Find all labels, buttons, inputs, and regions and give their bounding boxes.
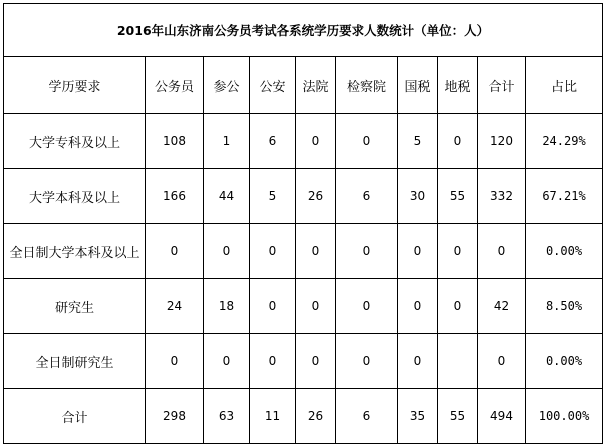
count-cell: 494 <box>478 389 526 444</box>
count-cell: 42 <box>478 279 526 334</box>
table-row <box>4 224 603 279</box>
count-cell: 0 <box>336 114 398 169</box>
count-cell: 0 <box>398 279 438 334</box>
count-cell: 0 <box>146 334 204 389</box>
header-cell: 检察院 <box>336 57 398 114</box>
count-cell: 0 <box>204 334 250 389</box>
row-label: 全日制大学本科及以上 <box>4 224 146 279</box>
count-cell: 30 <box>398 169 438 224</box>
header-cell: 学历要求 <box>4 57 146 114</box>
count-cell: 44 <box>204 169 250 224</box>
percentage-cell: 0.00% <box>526 334 603 389</box>
count-cell: 0 <box>146 224 204 279</box>
count-cell: 0 <box>296 279 336 334</box>
count-cell: 0 <box>250 224 296 279</box>
count-cell: 55 <box>438 169 478 224</box>
count-cell: 5 <box>398 114 438 169</box>
header-cell: 合计 <box>478 57 526 114</box>
count-cell: 24 <box>146 279 204 334</box>
row-label: 大学专科及以上 <box>4 114 146 169</box>
count-cell: 0 <box>204 224 250 279</box>
percentage-cell: 0.00% <box>526 224 603 279</box>
count-cell: 0 <box>296 114 336 169</box>
row-label: 研究生 <box>4 279 146 334</box>
count-cell: 0 <box>250 334 296 389</box>
count-cell: 0 <box>296 224 336 279</box>
count-cell: 0 <box>438 114 478 169</box>
count-cell: 1 <box>204 114 250 169</box>
count-cell: 0 <box>336 279 398 334</box>
percentage-cell: 100.00% <box>526 389 603 444</box>
table-row <box>4 169 603 224</box>
education-statistics-table <box>3 3 603 444</box>
table-row <box>4 334 603 389</box>
count-cell: 6 <box>336 389 398 444</box>
count-cell: 0 <box>438 224 478 279</box>
count-cell: 0 <box>478 334 526 389</box>
row-label: 大学本科及以上 <box>4 169 146 224</box>
row-label: 合计 <box>4 389 146 444</box>
count-cell: 6 <box>336 169 398 224</box>
count-cell: 332 <box>478 169 526 224</box>
row-label: 全日制研究生 <box>4 334 146 389</box>
count-cell: 0 <box>398 224 438 279</box>
count-cell: 0 <box>336 224 398 279</box>
count-cell: 166 <box>146 169 204 224</box>
count-cell: 11 <box>250 389 296 444</box>
count-cell: 108 <box>146 114 204 169</box>
header-cell: 公安 <box>250 57 296 114</box>
header-cell: 公务员 <box>146 57 204 114</box>
count-cell: 18 <box>204 279 250 334</box>
count-cell: 0 <box>438 279 478 334</box>
count-cell: 63 <box>204 389 250 444</box>
count-cell: 120 <box>478 114 526 169</box>
header-cell: 参公 <box>204 57 250 114</box>
count-cell: 0 <box>398 334 438 389</box>
count-cell: 0 <box>250 279 296 334</box>
count-cell: 55 <box>438 389 478 444</box>
percentage-cell: 8.50% <box>526 279 603 334</box>
count-cell: 0 <box>336 334 398 389</box>
table-row <box>4 114 603 169</box>
table-row <box>4 279 603 334</box>
table-row <box>4 389 603 444</box>
percentage-cell: 67.21% <box>526 169 603 224</box>
count-cell: 26 <box>296 169 336 224</box>
table-title: 2016年山东济南公务员考试各系统学历要求人数统计（单位：人） <box>4 4 603 57</box>
count-cell: 0 <box>478 224 526 279</box>
count-cell: 26 <box>296 389 336 444</box>
percentage-cell: 24.29% <box>526 114 603 169</box>
header-cell: 地税 <box>438 57 478 114</box>
header-cell: 国税 <box>398 57 438 114</box>
header-cell: 法院 <box>296 57 336 114</box>
count-cell: 298 <box>146 389 204 444</box>
count-cell <box>438 334 478 389</box>
count-cell: 0 <box>296 334 336 389</box>
count-cell: 35 <box>398 389 438 444</box>
header-row <box>4 57 603 114</box>
count-cell: 5 <box>250 169 296 224</box>
count-cell: 6 <box>250 114 296 169</box>
header-cell: 占比 <box>526 57 603 114</box>
